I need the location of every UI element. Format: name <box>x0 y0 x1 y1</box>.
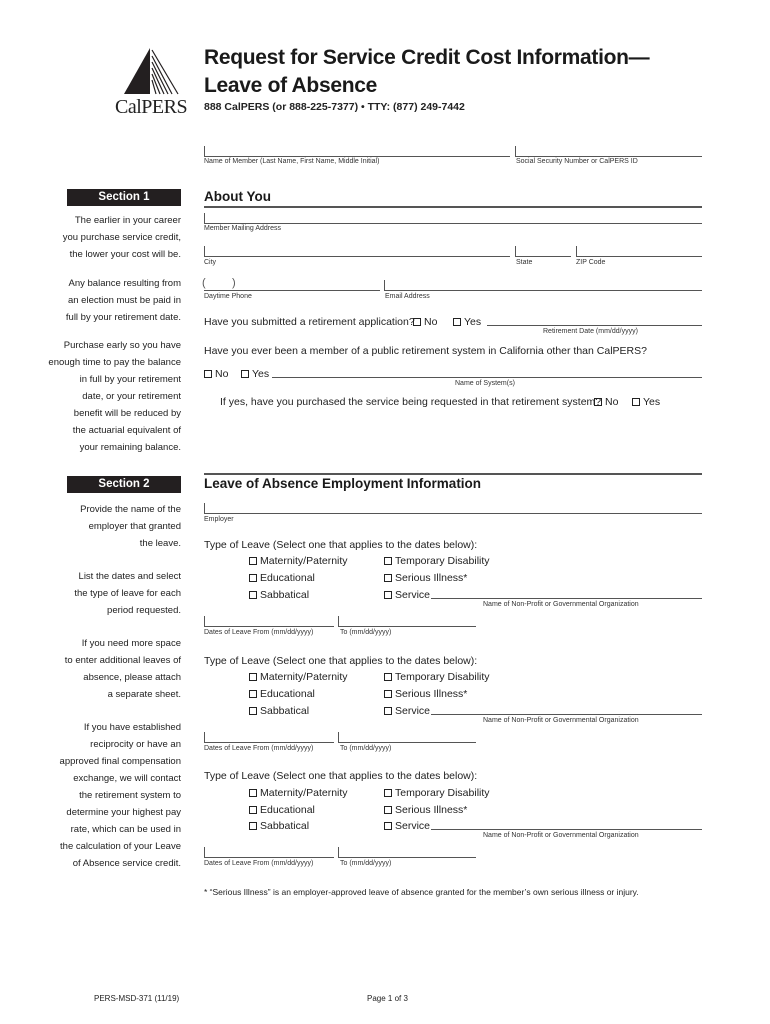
zip-label: ZIP Code <box>576 259 606 266</box>
leave-1-from-field[interactable] <box>204 626 334 627</box>
retirement-date-label: Retirement Date (mm/dd/yyyy) <box>543 328 638 335</box>
section-2-note-4: If you have established reciprocity or have an approved final compensation exchange, we will contact the retirement system to determine your highest pay rate, which can be used in the calculation of your Leave of Absence service credit. <box>59 722 181 869</box>
checkbox-icon <box>453 318 461 326</box>
leave-2-illness[interactable]: Serious Illness* <box>384 688 467 700</box>
leave-3-to-label: To (mm/dd/yyyy) <box>340 860 392 867</box>
daytime-phone-label: Daytime Phone <box>204 293 252 300</box>
checkbox-icon <box>384 591 392 599</box>
member-name-field[interactable] <box>204 156 510 157</box>
leave-type-prompt-2: Type of Leave (Select one that applies to the dates below): <box>204 655 478 667</box>
section-1-note-3: Purchase early so you have enough time to pay the balance in full by your retirement date, or your retirement benefit will be reduced by the actuarial equivalent of your remaining balance. <box>48 340 181 453</box>
employer-label: Employer <box>204 516 234 523</box>
checkbox-icon <box>384 690 392 698</box>
checkbox-icon <box>594 398 602 406</box>
form-id: PERS-MSD-371 (11/19) <box>94 994 180 1003</box>
purchased-service-yes[interactable]: Yes <box>632 396 660 408</box>
section-2-badge: Section 2 <box>67 476 181 493</box>
logo-text: CalPERS <box>115 96 188 118</box>
public-system-no[interactable]: No <box>204 368 228 380</box>
checkbox-icon <box>384 806 392 814</box>
checkbox-icon <box>384 557 392 565</box>
checkbox-icon <box>249 690 257 698</box>
leave-3-sabbatical[interactable]: Sabbatical <box>249 820 309 832</box>
checkbox-icon <box>241 370 249 378</box>
daytime-phone-field[interactable] <box>204 290 380 291</box>
leave-1-sabbatical[interactable]: Sabbatical <box>249 589 309 601</box>
leave-3-disability[interactable]: Temporary Disability <box>384 787 490 799</box>
checkbox-icon <box>632 398 640 406</box>
checkbox-icon <box>384 574 392 582</box>
phone-paren-icon: ( <box>202 277 206 289</box>
section-1-heading: About You <box>204 189 271 204</box>
public-system-yes[interactable]: Yes <box>241 368 269 380</box>
state-label: State <box>516 259 533 266</box>
page-title: Request for Service Credit Cost Information— Leave of Absence <box>204 46 650 97</box>
section-2-heading: Leave of Absence Employment Information <box>204 476 482 491</box>
checkbox-icon <box>249 806 257 814</box>
leave-3-to-field[interactable] <box>338 857 476 858</box>
retirement-application-yes[interactable]: Yes <box>453 316 481 328</box>
leave-type-prompt-3: Type of Leave (Select one that applies to the dates below): <box>204 770 478 782</box>
checkbox-icon <box>384 673 392 681</box>
city-field[interactable] <box>204 256 510 257</box>
leave-2-to-label: To (mm/dd/yyyy) <box>340 745 392 752</box>
retirement-application-no[interactable]: No <box>413 316 437 328</box>
system-name-label: Name of System(s) <box>455 380 515 387</box>
leave-2-from-field[interactable] <box>204 742 334 743</box>
email-label: Email Address <box>385 293 430 300</box>
phone-paren-icon: ) <box>232 277 236 289</box>
leave-2-educational[interactable]: Educational <box>249 688 315 700</box>
mailing-address-field[interactable] <box>204 223 702 224</box>
leave-1-from-label: Dates of Leave From (mm/dd/yyyy) <box>204 629 314 636</box>
leave-3-educational[interactable]: Educational <box>249 804 315 816</box>
ssn-label: Social Security Number or CalPERS ID <box>516 158 638 165</box>
section-1-badge: Section 1 <box>67 189 181 206</box>
leave-1-org-field[interactable] <box>431 598 702 599</box>
ssn-field[interactable] <box>515 156 702 157</box>
leave-2-disability[interactable]: Temporary Disability <box>384 671 490 683</box>
email-field[interactable] <box>384 290 702 291</box>
leave-3-maternity[interactable]: Maternity/Paternity <box>249 787 348 799</box>
checkbox-icon <box>249 789 257 797</box>
leave-1-org-label: Name of Non-Profit or Governmental Organization <box>483 601 639 608</box>
leave-type-prompt-1: Type of Leave (Select one that applies to the dates below): <box>204 539 478 551</box>
checkbox-icon <box>249 673 257 681</box>
contact-phone: 888 CalPERS (or 888-225-7377) • TTY: (877) 249-7442 <box>204 101 465 113</box>
leave-3-service[interactable]: Service <box>384 820 430 832</box>
leave-1-to-field[interactable] <box>338 626 476 627</box>
leave-3-from-field[interactable] <box>204 857 334 858</box>
checkbox-icon <box>204 370 212 378</box>
serious-illness-footnote: * “Serious Illness” is an employer-approved leave of absence granted for the member’s own serious illness or injury. <box>204 887 639 897</box>
system-name-field[interactable] <box>272 377 702 378</box>
section-2-note-2: List the dates and select the type of leave for each period requested. <box>74 571 181 616</box>
purchased-service-question: If yes, have you purchased the service being requested in that retirement system? <box>220 396 602 408</box>
page-number: Page 1 of 3 <box>367 994 408 1003</box>
checkbox-icon <box>249 591 257 599</box>
checkbox-icon <box>249 707 257 715</box>
calpers-logo-icon <box>120 46 182 96</box>
checkbox-icon <box>249 574 257 582</box>
checkbox-icon <box>384 789 392 797</box>
leave-3-from-label: Dates of Leave From (mm/dd/yyyy) <box>204 860 314 867</box>
leave-1-illness[interactable]: Serious Illness* <box>384 572 467 584</box>
purchased-service-no[interactable]: No <box>594 396 618 408</box>
public-system-question: Have you ever been a member of a public retirement system in California other than CalPERS? <box>204 345 647 357</box>
leave-1-service[interactable]: Service <box>384 589 430 601</box>
mailing-address-label: Member Mailing Address <box>204 225 282 232</box>
checkbox-icon <box>249 557 257 565</box>
zip-field[interactable] <box>576 256 702 257</box>
leave-1-maternity[interactable]: Maternity/Paternity <box>249 555 348 567</box>
section-1-note-1: The earlier in your career you purchase service credit, the lower your cost will be. <box>62 215 181 260</box>
section-2-note-3: If you need more space to enter additional leaves of absence, please attach a separate sheet. <box>64 638 181 700</box>
leave-2-org-field[interactable] <box>431 714 702 715</box>
leave-1-educational[interactable]: Educational <box>249 572 315 584</box>
leave-2-to-field[interactable] <box>338 742 476 743</box>
leave-2-maternity[interactable]: Maternity/Paternity <box>249 671 348 683</box>
leave-2-org-label: Name of Non-Profit or Governmental Organization <box>483 717 639 724</box>
retirement-date-field[interactable] <box>487 325 702 326</box>
city-label: City <box>204 259 217 266</box>
leave-3-illness[interactable]: Serious Illness* <box>384 804 467 816</box>
leave-3-org-field[interactable] <box>431 829 702 830</box>
leave-1-to-label: To (mm/dd/yyyy) <box>340 629 392 636</box>
leave-2-from-label: Dates of Leave From (mm/dd/yyyy) <box>204 745 314 752</box>
leave-1-disability[interactable]: Temporary Disability <box>384 555 490 567</box>
state-field[interactable] <box>515 256 571 257</box>
section-1-note-2: Any balance resulting from an election must be paid in full by your retirement date. <box>65 278 181 323</box>
checkbox-icon <box>249 822 257 830</box>
leave-2-service[interactable]: Service <box>384 705 430 717</box>
retirement-application-question: Have you submitted a retirement application? <box>204 316 415 328</box>
section-2-note-1: Provide the name of the employer that granted the leave. <box>80 504 181 549</box>
checkbox-icon <box>413 318 421 326</box>
employer-field[interactable] <box>204 513 702 514</box>
leave-2-sabbatical[interactable]: Sabbatical <box>249 705 309 717</box>
checkbox-icon <box>384 707 392 715</box>
leave-3-org-label: Name of Non-Profit or Governmental Organization <box>483 832 639 839</box>
checkbox-icon <box>384 822 392 830</box>
member-name-label: Name of Member (Last Name, First Name, Middle Initial) <box>204 158 380 165</box>
